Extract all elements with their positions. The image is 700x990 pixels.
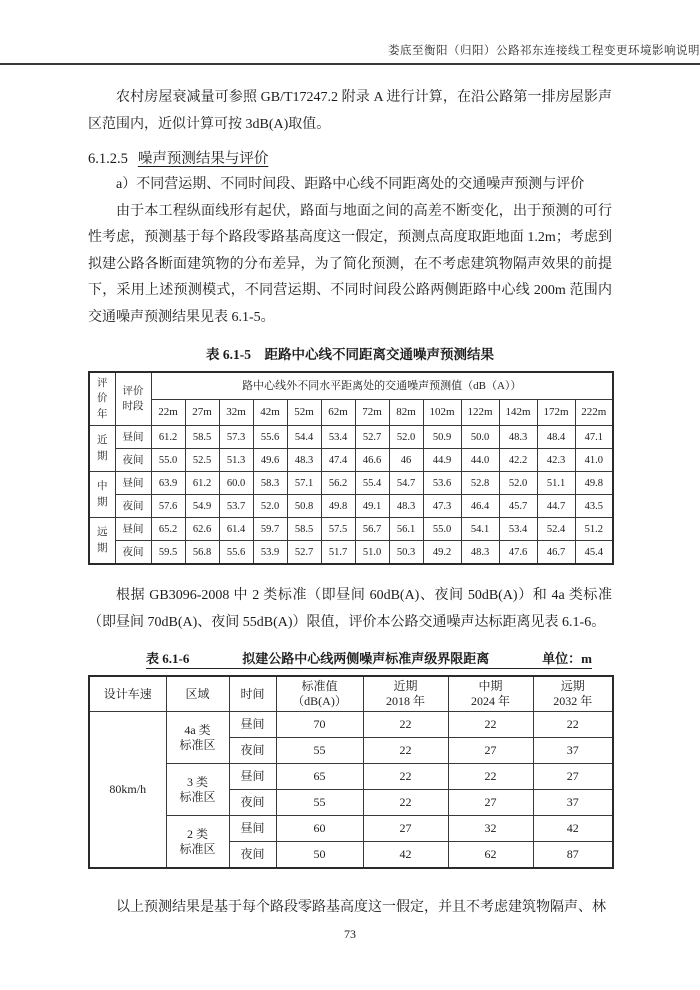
header-near-term: 近期 2018 年 <box>363 676 448 712</box>
table-cell: 43.5 <box>575 495 613 518</box>
table-cell: 172m <box>537 400 575 426</box>
table-cell: 60 <box>276 816 363 842</box>
table-cell: 22 <box>533 712 613 738</box>
table-cell: 61.2 <box>185 472 219 495</box>
table1-header-row <box>89 372 613 400</box>
table-cell: 46.7 <box>537 541 575 565</box>
table-cell: 82m <box>389 400 423 426</box>
table-cell: 51.2 <box>575 518 613 541</box>
table-cell: 昼间 <box>229 816 276 842</box>
table-cell: 56.8 <box>185 541 219 565</box>
table-cell: 32 <box>448 816 533 842</box>
table-cell: 48.3 <box>461 541 499 565</box>
table-cell: 55.0 <box>423 518 461 541</box>
header-mid-term: 中期 2024 年 <box>448 676 533 712</box>
time-label: 昼间 <box>115 518 151 541</box>
section-title: 噪声预测结果与评价 <box>137 151 269 167</box>
table2-caption-title: 拟建公路中心线两侧噪声标准声级界限距离 <box>242 651 490 666</box>
table-cell: 53.9 <box>253 541 287 565</box>
table-cell: 50.0 <box>461 426 499 449</box>
table-cell: 53.4 <box>321 426 355 449</box>
table-cell: 49.8 <box>321 495 355 518</box>
table-cell: 50.9 <box>423 426 461 449</box>
table-cell: 54.1 <box>461 518 499 541</box>
table-cell: 昼间 <box>229 712 276 738</box>
table-cell: 70 <box>276 712 363 738</box>
paragraph-conclusion: 以上预测结果是基于每个路段零路基高度这一假定，并且不考虑建筑物隔声、林 <box>116 900 606 915</box>
table-cell: 62.6 <box>185 518 219 541</box>
header-far-term: 远期 2032 年 <box>533 676 613 712</box>
table-cell: 48.4 <box>537 426 575 449</box>
table-cell: 48.3 <box>499 426 537 449</box>
time-label: 夜间 <box>115 495 151 518</box>
table-cell: 65 <box>276 764 363 790</box>
period-near: 近期 <box>89 426 115 472</box>
table-cell: 52m <box>287 400 321 426</box>
table-cell: 32m <box>219 400 253 426</box>
zone-4a: 4a 类 标准区 <box>166 712 229 764</box>
table-cell: 51.0 <box>355 541 389 565</box>
table-cell: 61.4 <box>219 518 253 541</box>
table-cell: 53.7 <box>219 495 253 518</box>
table-cell: 46.4 <box>461 495 499 518</box>
table-row <box>89 816 613 842</box>
table-cell: 55.6 <box>253 426 287 449</box>
table-cell: 62 <box>448 842 533 869</box>
table1-col2-header: 评价时段 <box>115 372 151 426</box>
table-cell: 22 <box>448 764 533 790</box>
table-cell: 42 <box>363 842 448 869</box>
table-cell: 37 <box>533 738 613 764</box>
table-cell: 53.4 <box>499 518 537 541</box>
table-cell: 65.2 <box>151 518 185 541</box>
table-cell: 49.2 <box>423 541 461 565</box>
table-cell: 27 <box>533 764 613 790</box>
table-cell: 49.8 <box>575 472 613 495</box>
table-cell: 55.6 <box>219 541 253 565</box>
table-cell: 夜间 <box>229 842 276 869</box>
page-header <box>0 0 700 65</box>
table-cell: 22 <box>363 738 448 764</box>
table-cell: 57.1 <box>287 472 321 495</box>
table-cell: 52.5 <box>185 449 219 472</box>
running-header: 娄底至衡阳（归阳）公路祁东连接线工程变更环境影响说明 <box>388 45 700 57</box>
table-cell: 222m <box>575 400 613 426</box>
table-cell: 27 <box>448 790 533 816</box>
table-row <box>89 495 613 518</box>
table-cell: 58.5 <box>287 518 321 541</box>
table-cell: 52.0 <box>389 426 423 449</box>
table-cell: 58.5 <box>185 426 219 449</box>
table-cell: 56.1 <box>389 518 423 541</box>
table-row <box>89 764 613 790</box>
table-cell: 22 <box>448 712 533 738</box>
table-cell: 27 <box>363 816 448 842</box>
section-heading-6125 <box>88 146 612 172</box>
table-cell: 60.0 <box>219 472 253 495</box>
table-cell: 55.4 <box>355 472 389 495</box>
section-number: 6.1.2.5 <box>88 151 128 167</box>
table-cell: 50.3 <box>389 541 423 565</box>
table2-caption-label: 表 6.1-6 <box>146 651 190 666</box>
paragraph-attenuation: 农村房屋衰减量可参照 GB/T17247.2 附录 A 进行计算，在沿公路第一排房屋影声区范围内，近似计算可按 3dB(A)取值。 <box>88 90 612 132</box>
table-cell: 44.9 <box>423 449 461 472</box>
table-cell: 57.6 <box>151 495 185 518</box>
time-label: 昼间 <box>115 426 151 449</box>
table-cell: 27 <box>448 738 533 764</box>
table-cell: 142m <box>499 400 537 426</box>
table1-title: 表 6.1-5 距路中心线不同距离交通噪声预测结果 <box>206 347 494 362</box>
table-cell: 87 <box>533 842 613 869</box>
table-cell: 42.3 <box>537 449 575 472</box>
table-row <box>89 712 613 738</box>
table-cell: 27m <box>185 400 219 426</box>
table-cell: 57.5 <box>321 518 355 541</box>
table-cell: 61.2 <box>151 426 185 449</box>
table-cell: 55 <box>276 738 363 764</box>
table-cell: 48.3 <box>389 495 423 518</box>
paragraph-item-a: a）不同营运期、不同时间段、距路中心线不同距离处的交通噪声预测与评价 <box>116 177 585 192</box>
time-label: 夜间 <box>115 449 151 472</box>
table-cell: 45.4 <box>575 541 613 565</box>
table-cell: 22 <box>363 790 448 816</box>
table-cell: 22 <box>363 712 448 738</box>
time-label: 夜间 <box>115 541 151 565</box>
table-cell: 56.2 <box>321 472 355 495</box>
table-cell: 51.1 <box>537 472 575 495</box>
table-cell: 52.0 <box>253 495 287 518</box>
table2-unit-label: 单位：m <box>542 651 592 666</box>
paragraph-standards: 根据 GB3096-2008 中 2 类标准（即昼间 60dB(A)、夜间 50dB(A)）和 4a 类标准（即昼间 70dB(A)、夜间 55dB(A)）限值，评价本公路交通噪声达标距离见表 6.1-6。 <box>88 588 612 630</box>
time-label: 昼间 <box>115 472 151 495</box>
table-cell: 47.1 <box>575 426 613 449</box>
standard-distance-table <box>88 675 614 869</box>
table-cell: 52.7 <box>287 541 321 565</box>
design-speed-value: 80km/h <box>89 712 166 869</box>
table-cell: 42m <box>253 400 287 426</box>
table2-header-row <box>89 676 613 712</box>
noise-prediction-table <box>88 371 614 565</box>
table-cell: 51.7 <box>321 541 355 565</box>
period-mid: 中期 <box>89 472 115 518</box>
table-cell: 57.3 <box>219 426 253 449</box>
table-cell: 52.0 <box>499 472 537 495</box>
header-time: 时间 <box>229 676 276 712</box>
header-design-speed: 设计车速 <box>89 676 166 712</box>
table-cell: 夜间 <box>229 790 276 816</box>
table-cell: 58.3 <box>253 472 287 495</box>
table-cell: 夜间 <box>229 738 276 764</box>
table-cell: 50.8 <box>287 495 321 518</box>
table1-distance-row <box>89 400 613 426</box>
table-cell: 51.3 <box>219 449 253 472</box>
table-cell: 42.2 <box>499 449 537 472</box>
table-cell: 122m <box>461 400 499 426</box>
page-content <box>88 85 612 922</box>
table-row <box>89 518 613 541</box>
table-cell: 50 <box>276 842 363 869</box>
table-cell: 54.9 <box>185 495 219 518</box>
table-cell: 55 <box>276 790 363 816</box>
table-row <box>89 472 613 495</box>
table-cell: 59.7 <box>253 518 287 541</box>
table-cell: 37 <box>533 790 613 816</box>
table-row <box>89 541 613 565</box>
table-cell: 53.6 <box>423 472 461 495</box>
table1-col1-header: 评价年 <box>89 372 115 426</box>
table-cell: 52.7 <box>355 426 389 449</box>
table-cell: 55.0 <box>151 449 185 472</box>
table-cell: 22 <box>363 764 448 790</box>
header-zone: 区域 <box>166 676 229 712</box>
table1-span-header: 路中心线外不同水平距离处的交通噪声预测值（dB（A）） <box>151 372 613 400</box>
page-number: 73 <box>344 927 356 941</box>
table-cell: 22m <box>151 400 185 426</box>
table-cell: 49.6 <box>253 449 287 472</box>
table-cell: 47.3 <box>423 495 461 518</box>
paragraph-prediction-method: 由于本工程纵面线形有起伏，路面与地面之间的高差不断变化，出于预测的可行性考虑，预测基于每个路段零路基高度这一假定，预测点高度取距地面 1.2m；考虑到拟建公路各断面建筑物的分布差异，为了简化预测，在不考虑建筑物隔声效果的前提下，采用上述预测模式，不同营运期、不同时间段公路两侧距路中心线 200m 范围内交通噪声预测结果见表 6.1-5。 <box>88 203 612 325</box>
table-cell: 56.7 <box>355 518 389 541</box>
table-cell: 54.4 <box>287 426 321 449</box>
zone-2: 2 类 标准区 <box>166 816 229 869</box>
period-far: 远期 <box>89 518 115 565</box>
table-cell: 49.1 <box>355 495 389 518</box>
table-cell: 41.0 <box>575 449 613 472</box>
table-cell: 48.3 <box>287 449 321 472</box>
table-cell: 52.4 <box>537 518 575 541</box>
table-cell: 46 <box>389 449 423 472</box>
table-cell: 44.0 <box>461 449 499 472</box>
table-cell: 72m <box>355 400 389 426</box>
header-standard-value: 标准值 （dB(A)） <box>276 676 363 712</box>
table2-caption <box>146 648 592 669</box>
table-row <box>89 426 613 449</box>
table-cell: 46.6 <box>355 449 389 472</box>
table-row <box>89 449 613 472</box>
table-cell: 52.8 <box>461 472 499 495</box>
table-cell: 54.7 <box>389 472 423 495</box>
table-cell: 59.5 <box>151 541 185 565</box>
table-cell: 102m <box>423 400 461 426</box>
table-cell: 44.7 <box>537 495 575 518</box>
table-cell: 昼间 <box>229 764 276 790</box>
table-cell: 47.6 <box>499 541 537 565</box>
table-cell: 63.9 <box>151 472 185 495</box>
table-cell: 62m <box>321 400 355 426</box>
zone-3: 3 类 标准区 <box>166 764 229 816</box>
table-cell: 45.7 <box>499 495 537 518</box>
table-cell: 42 <box>533 816 613 842</box>
table-cell: 47.4 <box>321 449 355 472</box>
